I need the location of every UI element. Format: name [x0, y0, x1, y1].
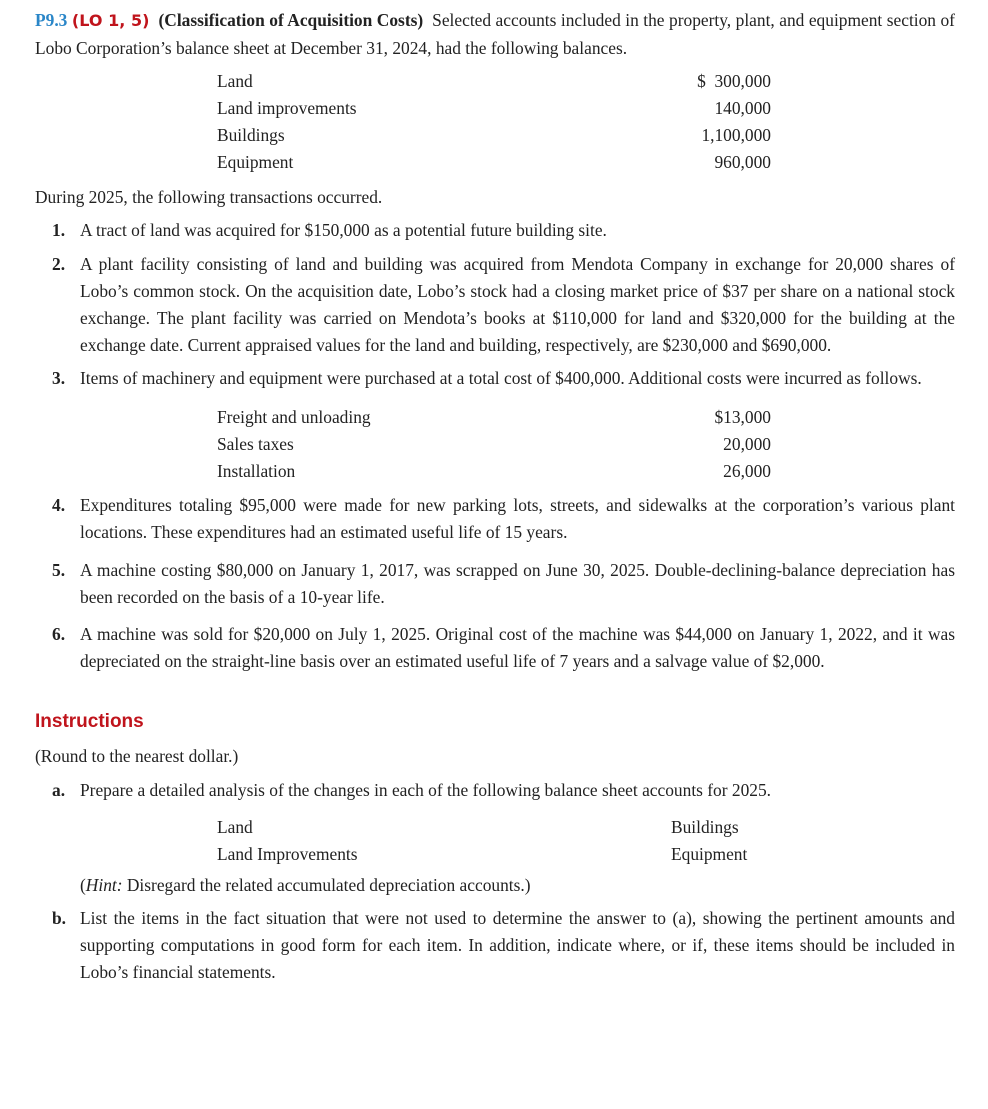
transaction-item [35, 251, 955, 358]
balance-row [217, 95, 771, 122]
account-amount: 960,000 [714, 151, 771, 172]
transaction-item [35, 365, 955, 392]
account-name: Buildings [671, 816, 739, 837]
item-text: A plant facility consisting of land and building was acquired from Mendota Company in exchange for 20,000 shares of Lobo’s common stock. On the acquisition date, Lobo’s stock had a closing market price of $37 per share on a national stock exchange. The plant facility was carried on Mendota’s books at $110,000 for land and $320,000 for the building at the exchange date. Current appraised values for the land and building, respectively, are $230,000 and $690,000. [80, 254, 955, 355]
problem-intro [35, 7, 955, 62]
additional-costs-table [217, 404, 771, 485]
cost-row [217, 458, 771, 485]
item-text: Items of machinery and equipment were purchased at a total cost of $400,000. Additional costs were incurred as follows. [80, 368, 922, 389]
cost-amount: 26,000 [723, 461, 771, 482]
item-number: 6. [52, 624, 66, 645]
transaction-item [35, 621, 955, 675]
balance-row [217, 122, 771, 149]
cost-amount: 20,000 [723, 434, 771, 455]
item-number: 2. [52, 254, 66, 275]
account-amount: 140,000 [714, 97, 771, 118]
transaction-item [35, 492, 955, 546]
accounts-left [217, 814, 358, 868]
item-number: 3. [52, 368, 66, 389]
cost-row [217, 431, 771, 458]
account-amount: 1,100,000 [701, 124, 771, 145]
account-label: Equipment [217, 151, 294, 172]
account-label: Land [217, 70, 253, 91]
item-letter: a. [52, 779, 66, 800]
problem-page [35, 7, 955, 986]
balance-row [217, 149, 771, 176]
item-number: 4. [52, 495, 66, 516]
item-text: Prepare a detailed analysis of the changes in each of the following balance sheet accounts for 2025. [80, 779, 772, 800]
learning-objectives: (LO 1, 5) [71, 11, 150, 30]
accounts-right [671, 814, 771, 868]
account-name: Land Improvements [217, 843, 358, 864]
account-name: Equipment [671, 843, 748, 864]
account-label: Buildings [217, 124, 285, 145]
hint-text: Disregard the related accumulated depreciation accounts. [122, 874, 525, 895]
item-text: List the items in the fact situation that were not used to determine the answer to (a), showing the pertinent amounts and supporting computations in good form for each item. In addition, indicate where, or if, these items should be included in Lobo’s financial statements. [80, 908, 955, 982]
item-text: A tract of land was acquired for $150,000 as a potential future building site. [80, 220, 607, 241]
instruction-b [35, 905, 955, 985]
during-text: During 2025, the following transactions occurred. [35, 186, 383, 207]
account-amount: $ 300,000 [697, 70, 771, 91]
accounts-list [217, 814, 771, 868]
item-number: 1. [52, 220, 66, 241]
item-text: Expenditures totaling $95,000 were made for new parking lots, streets, and sidewalks at the corporation’s various plant locations. These expenditures had an estimated useful life of 15 years. [80, 495, 955, 542]
cost-label: Sales taxes [217, 434, 294, 455]
problem-title: (Classification of Acquisition Costs) [158, 10, 424, 30]
item-number: 5. [52, 559, 66, 580]
hint-label: Hint: [85, 874, 123, 895]
account-label: Land improvements [217, 97, 357, 118]
instruction-a [35, 777, 955, 804]
cost-amount: $13,000 [714, 407, 771, 428]
transaction-item [35, 217, 955, 244]
account-name: Land [217, 816, 253, 837]
balances-table [217, 68, 771, 176]
cost-row [217, 404, 771, 431]
rounding-note: (Round to the nearest dollar.) [35, 745, 239, 766]
cost-label: Freight and unloading [217, 407, 371, 428]
hint: (Hint: Disregard the related accumulated depreciation accounts.) [80, 874, 531, 895]
item-letter: b. [52, 908, 67, 929]
item-text: A machine was sold for $20,000 on July 1, 2025. Original cost of the machine was $44,000 on January 1, 2022, and it was depreciated on the straight-line basis over an estimated useful life of 7 years and a salvage value of $2,000. [80, 624, 955, 672]
problem-id: P9.3 [35, 10, 68, 30]
instructions-heading: Instructions [35, 710, 144, 732]
balance-row [217, 68, 771, 95]
intro-text: Selected accounts included in the property, plant, and equipment section of Lobo Corporation’s balance sheet at December 31, 2024, had the following balances. [35, 10, 955, 58]
transaction-item [35, 557, 955, 611]
cost-label: Installation [217, 461, 296, 482]
item-text: A machine costing $80,000 on January 1, 2017, was scrapped on June 30, 2025. Double-declining-balance depreciation has been recorded on the basis of a 10-year life. [80, 559, 955, 607]
